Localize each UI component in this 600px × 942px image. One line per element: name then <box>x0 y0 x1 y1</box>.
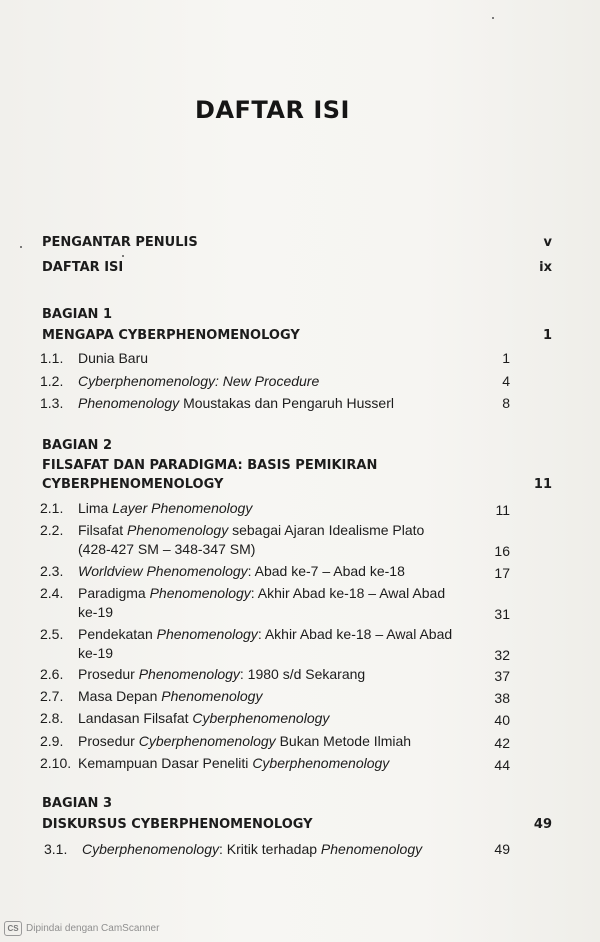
toc-item-number: 3.1. <box>44 841 68 857</box>
toc-page-number: 49 <box>494 841 510 857</box>
section-title-text: DISKURSUS CYBERPHENOMENOLOGY <box>42 817 313 832</box>
toc-item-text: Kemampuan Dasar Peneliti Cyberphenomenology <box>78 755 390 771</box>
section-title-bagian-2[interactable] <box>42 476 552 494</box>
toc-page-number: 37 <box>494 668 510 684</box>
toc-page-number: 31 <box>494 606 510 622</box>
toc-item-number: 2.10. <box>40 755 72 771</box>
toc-page-number: 11 <box>495 502 510 518</box>
toc-page-number: 42 <box>494 735 510 751</box>
scan-speck <box>122 255 124 257</box>
toc-page-number: 11 <box>533 477 552 492</box>
camscanner-icon: CS <box>4 921 22 936</box>
section-title-bagian-2-line1: FILSAFAT DAN PARADIGMA: BASIS PEMIKIRAN <box>42 458 378 473</box>
section-heading-bagian-3: BAGIAN 3 <box>42 796 112 811</box>
toc-item-text: Masa Depan Phenomenology <box>78 688 263 704</box>
toc-entry-pengantar[interactable] <box>42 234 552 252</box>
toc-page-number: 1 <box>502 350 510 366</box>
section-title-text: MENGAPA CYBERPHENOMENOLOGY <box>42 328 300 343</box>
toc-page-number: 4 <box>502 373 510 389</box>
toc-item-number: 2.3. <box>40 563 64 579</box>
toc-page-number: 8 <box>502 395 510 411</box>
toc-item-number: 1.3. <box>40 395 64 411</box>
toc-item-number: 2.8. <box>40 710 64 726</box>
toc-item-text: Cyberphenomenology: New Procedure <box>78 373 320 389</box>
scanner-watermark <box>4 921 159 936</box>
page-title: DAFTAR ISI <box>195 96 350 124</box>
toc-entry-label: PENGANTAR PENULIS <box>42 235 198 250</box>
toc-item-text: Phenomenology Moustakas dan Pengaruh Husserl <box>78 395 394 411</box>
section-title-bagian-1[interactable] <box>42 327 552 345</box>
toc-item-text: Landasan Filsafat Cyberphenomenology <box>78 710 330 726</box>
toc-item-text: Prosedur Phenomenology: 1980 s/d Sekarang <box>78 666 366 682</box>
scan-speck <box>20 246 22 248</box>
toc-item-text-continued: ke-19 <box>78 645 114 661</box>
toc-item-number: 2.7. <box>40 688 64 704</box>
toc-item-text: Paradigma Phenomenology: Akhir Abad ke-18 – Awal Abad <box>78 585 446 601</box>
toc-item-text: Pendekatan Phenomenology: Akhir Abad ke-18 – Awal Abad <box>78 626 453 642</box>
toc-item-number: 1.2. <box>40 373 64 389</box>
toc-page-number: 32 <box>494 647 510 663</box>
toc-page-number: 38 <box>494 690 510 706</box>
toc-item-text: Filsafat Phenomenology sebagai Ajaran Idealisme Plato <box>78 522 425 538</box>
toc-item-number: 2.4. <box>40 585 64 601</box>
toc-page-number: ix <box>539 260 552 275</box>
scan-speck <box>492 17 494 19</box>
toc-page-number: 44 <box>494 757 510 773</box>
toc-entry-label: DAFTAR ISI <box>42 260 124 275</box>
toc-item-text: Lima Layer Phenomenology <box>78 500 253 516</box>
section-heading-bagian-1: BAGIAN 1 <box>42 307 112 322</box>
toc-page-number: 16 <box>494 543 510 559</box>
toc-item-number: 2.9. <box>40 733 64 749</box>
toc-item-text: Worldview Phenomenology: Abad ke-7 – Abad ke-18 <box>78 563 405 579</box>
section-heading-bagian-2: BAGIAN 2 <box>42 438 112 453</box>
section-title-bagian-3[interactable] <box>42 816 552 834</box>
toc-item-number: 2.6. <box>40 666 64 682</box>
toc-item-number: 2.5. <box>40 626 64 642</box>
toc-entry-daftar-isi[interactable] <box>42 259 552 277</box>
toc-page-number: 49 <box>533 817 552 832</box>
watermark-text: Dipindai dengan CamScanner <box>26 923 160 934</box>
toc-item-number: 2.2. <box>40 522 64 538</box>
toc-page-number: 1 <box>542 328 552 343</box>
toc-item-text: Cyberphenomenology: Kritik terhadap Phenomenology <box>82 841 423 857</box>
toc-item-number: 2.1. <box>40 500 64 516</box>
toc-item-text-continued: ke-19 <box>78 604 114 620</box>
section-title-text: CYBERPHENOMENOLOGY <box>42 477 224 492</box>
toc-item-text: Prosedur Cyberphenomenology Bukan Metode Ilmiah <box>78 733 412 749</box>
toc-page-number: 40 <box>494 712 510 728</box>
toc-page-number: v <box>543 235 552 250</box>
toc-item-number: 1.1. <box>40 350 64 366</box>
toc-page-number: 17 <box>494 565 510 581</box>
toc-item-text: Dunia Baru <box>78 350 149 366</box>
toc-item-text-continued: (428-427 SM – 348-347 SM) <box>78 541 256 557</box>
